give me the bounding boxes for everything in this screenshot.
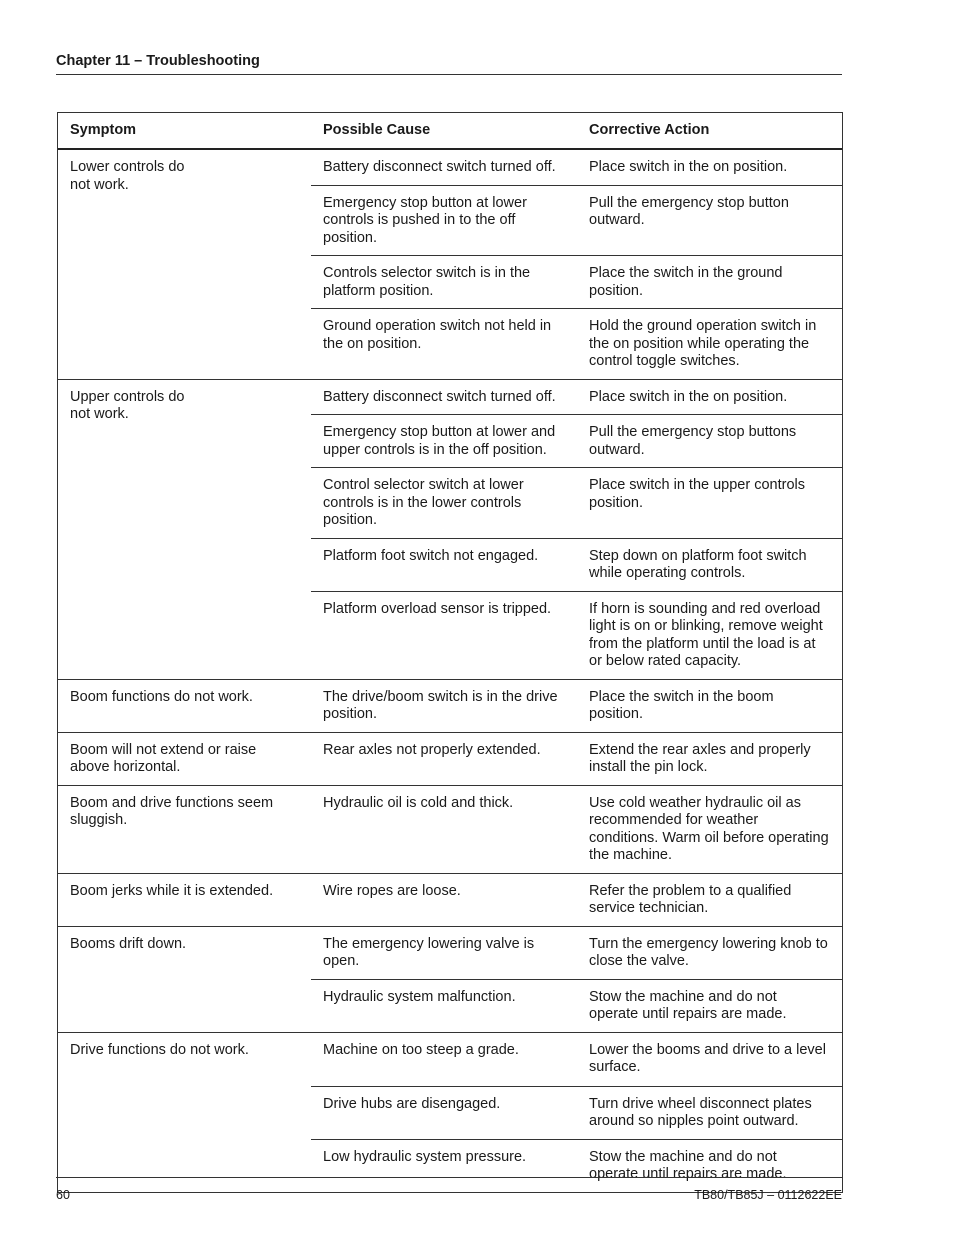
troubleshooting-table <box>57 112 843 1193</box>
possible-cause-cell: Hydraulic oil is cold and thick. <box>323 794 514 811</box>
symptom-group <box>58 733 842 786</box>
possible-cause-cell: Controls selector switch is in the platform position. <box>323 265 531 299</box>
table-row <box>311 539 842 592</box>
symptom-cell: Lower controls do not work. <box>70 159 185 193</box>
document-id: TB80/TB85J – 0112622EE <box>694 1188 842 1202</box>
column-header-corrective-action: Corrective Action <box>589 121 710 138</box>
symptom-cell: Boom jerks while it is extended. <box>70 882 274 899</box>
possible-cause-cell: Drive hubs are disengaged. <box>323 1095 501 1112</box>
possible-cause-cell: The emergency lowering valve is open. <box>323 935 535 969</box>
table-row <box>311 468 842 539</box>
cause-action-list <box>311 1033 842 1192</box>
corrective-action-cell: Step down on platform foot switch while operating controls. <box>589 547 807 581</box>
table-row <box>311 786 842 873</box>
corrective-action-cell: Place the switch in the ground position. <box>589 265 783 299</box>
cause-action-list <box>311 874 842 926</box>
table-row <box>311 874 842 926</box>
symptom-cell: Boom functions do not work. <box>70 688 253 705</box>
symptom-cell: Booms drift down. <box>70 935 187 952</box>
symptom-cell: Upper controls do not work. <box>70 388 185 422</box>
symptom-group <box>58 786 842 874</box>
cause-action-list <box>311 380 842 679</box>
possible-cause-cell: Emergency stop button at lower controls is pushed in to the off position. <box>323 194 527 246</box>
possible-cause-cell: Platform foot switch not engaged. <box>323 547 539 564</box>
footer-divider <box>56 1177 842 1178</box>
possible-cause-cell: The drive/boom switch is in the drive position. <box>323 688 558 722</box>
table-row <box>311 680 842 732</box>
corrective-action-cell: Turn drive wheel disconnect plates around so nipples point outward. <box>589 1095 812 1129</box>
corrective-action-cell: Use cold weather hydraulic oil as recommended for weather conditions. Warm oil before operating the machine. <box>589 794 829 863</box>
possible-cause-cell: Battery disconnect switch turned off. <box>323 159 556 175</box>
symptom-group <box>58 874 842 927</box>
column-header-possible-cause: Possible Cause <box>323 121 431 138</box>
corrective-action-cell: Extend the rear axles and properly install the pin lock. <box>589 741 811 775</box>
cause-action-list <box>311 680 842 732</box>
symptom-cell: Drive functions do not work. <box>70 1041 249 1058</box>
symptom-cell: Boom will not extend or raise above horizontal. <box>70 741 257 775</box>
table-row <box>311 256 842 309</box>
possible-cause-cell: Platform overload sensor is tripped. <box>323 600 552 617</box>
corrective-action-cell: Place the switch in the boom position. <box>589 688 774 722</box>
cause-action-list <box>311 733 842 785</box>
corrective-action-cell: Place switch in the upper controls position. <box>589 477 805 511</box>
table-row <box>311 309 842 379</box>
corrective-action-cell: Pull the emergency stop button outward. <box>589 194 789 228</box>
corrective-action-cell: Pull the emergency stop buttons outward. <box>589 424 797 458</box>
table-body <box>58 150 842 1192</box>
possible-cause-cell: Hydraulic system malfunction. <box>323 988 516 1005</box>
corrective-action-cell: If horn is sounding and red overload light is on or blinking, remove weight from the platform until the load is at or below rated capacity. <box>589 600 823 669</box>
cause-action-list <box>311 786 842 873</box>
corrective-action-cell: Lower the booms and drive to a level surface. <box>589 1041 826 1075</box>
column-header-symptom: Symptom <box>70 121 137 138</box>
cause-action-list <box>311 927 842 1032</box>
table-row <box>311 380 842 416</box>
table-row <box>311 927 842 980</box>
table-row <box>311 1140 842 1192</box>
corrective-action-cell: Turn the emergency lowering knob to close the valve. <box>589 935 828 969</box>
possible-cause-cell: Battery disconnect switch turned off. <box>323 388 556 405</box>
table-row <box>311 980 842 1032</box>
table-header-row <box>58 113 842 150</box>
corrective-action-cell: Place switch in the on position. <box>589 388 788 405</box>
possible-cause-cell: Wire ropes are loose. <box>323 882 461 899</box>
page-number: 60 <box>56 1188 70 1202</box>
corrective-action-cell: Stow the machine and do not operate until repairs are made. <box>589 988 787 1022</box>
symptom-group <box>58 680 842 733</box>
header-divider <box>56 74 842 75</box>
table-row <box>311 150 842 186</box>
chapter-header: Chapter 11 – Troubleshooting <box>56 53 260 69</box>
possible-cause-cell: Control selector switch at lower controls is in the lower controls position. <box>323 477 524 528</box>
corrective-action-cell: Stow the machine and do not operate until repairs are made. <box>589 1148 787 1182</box>
table-row <box>311 733 842 785</box>
possible-cause-cell: Low hydraulic system pressure. <box>323 1148 527 1165</box>
symptom-cell: Boom and drive functions seem sluggish. <box>70 794 274 828</box>
corrective-action-cell: Place switch in the on position. <box>589 159 788 175</box>
cause-action-list <box>311 150 842 379</box>
possible-cause-cell: Ground operation switch not held in the on position. <box>323 318 552 352</box>
corrective-action-cell: Hold the ground operation switch in the on position while operating the control toggle switches. <box>589 318 817 369</box>
symptom-group <box>58 1033 842 1192</box>
possible-cause-cell: Emergency stop button at lower and upper controls is in the off position. <box>323 424 556 458</box>
symptom-group <box>58 150 842 380</box>
symptom-group <box>58 380 842 680</box>
table-row <box>311 1087 842 1140</box>
table-row <box>311 1033 842 1087</box>
possible-cause-cell: Rear axles not properly extended. <box>323 741 541 758</box>
possible-cause-cell: Machine on too steep a grade. <box>323 1041 519 1058</box>
symptom-group <box>58 927 842 1033</box>
corrective-action-cell: Refer the problem to a qualified service technician. <box>589 882 792 916</box>
table-row <box>311 415 842 468</box>
table-row <box>311 186 842 257</box>
table-row <box>311 592 842 679</box>
